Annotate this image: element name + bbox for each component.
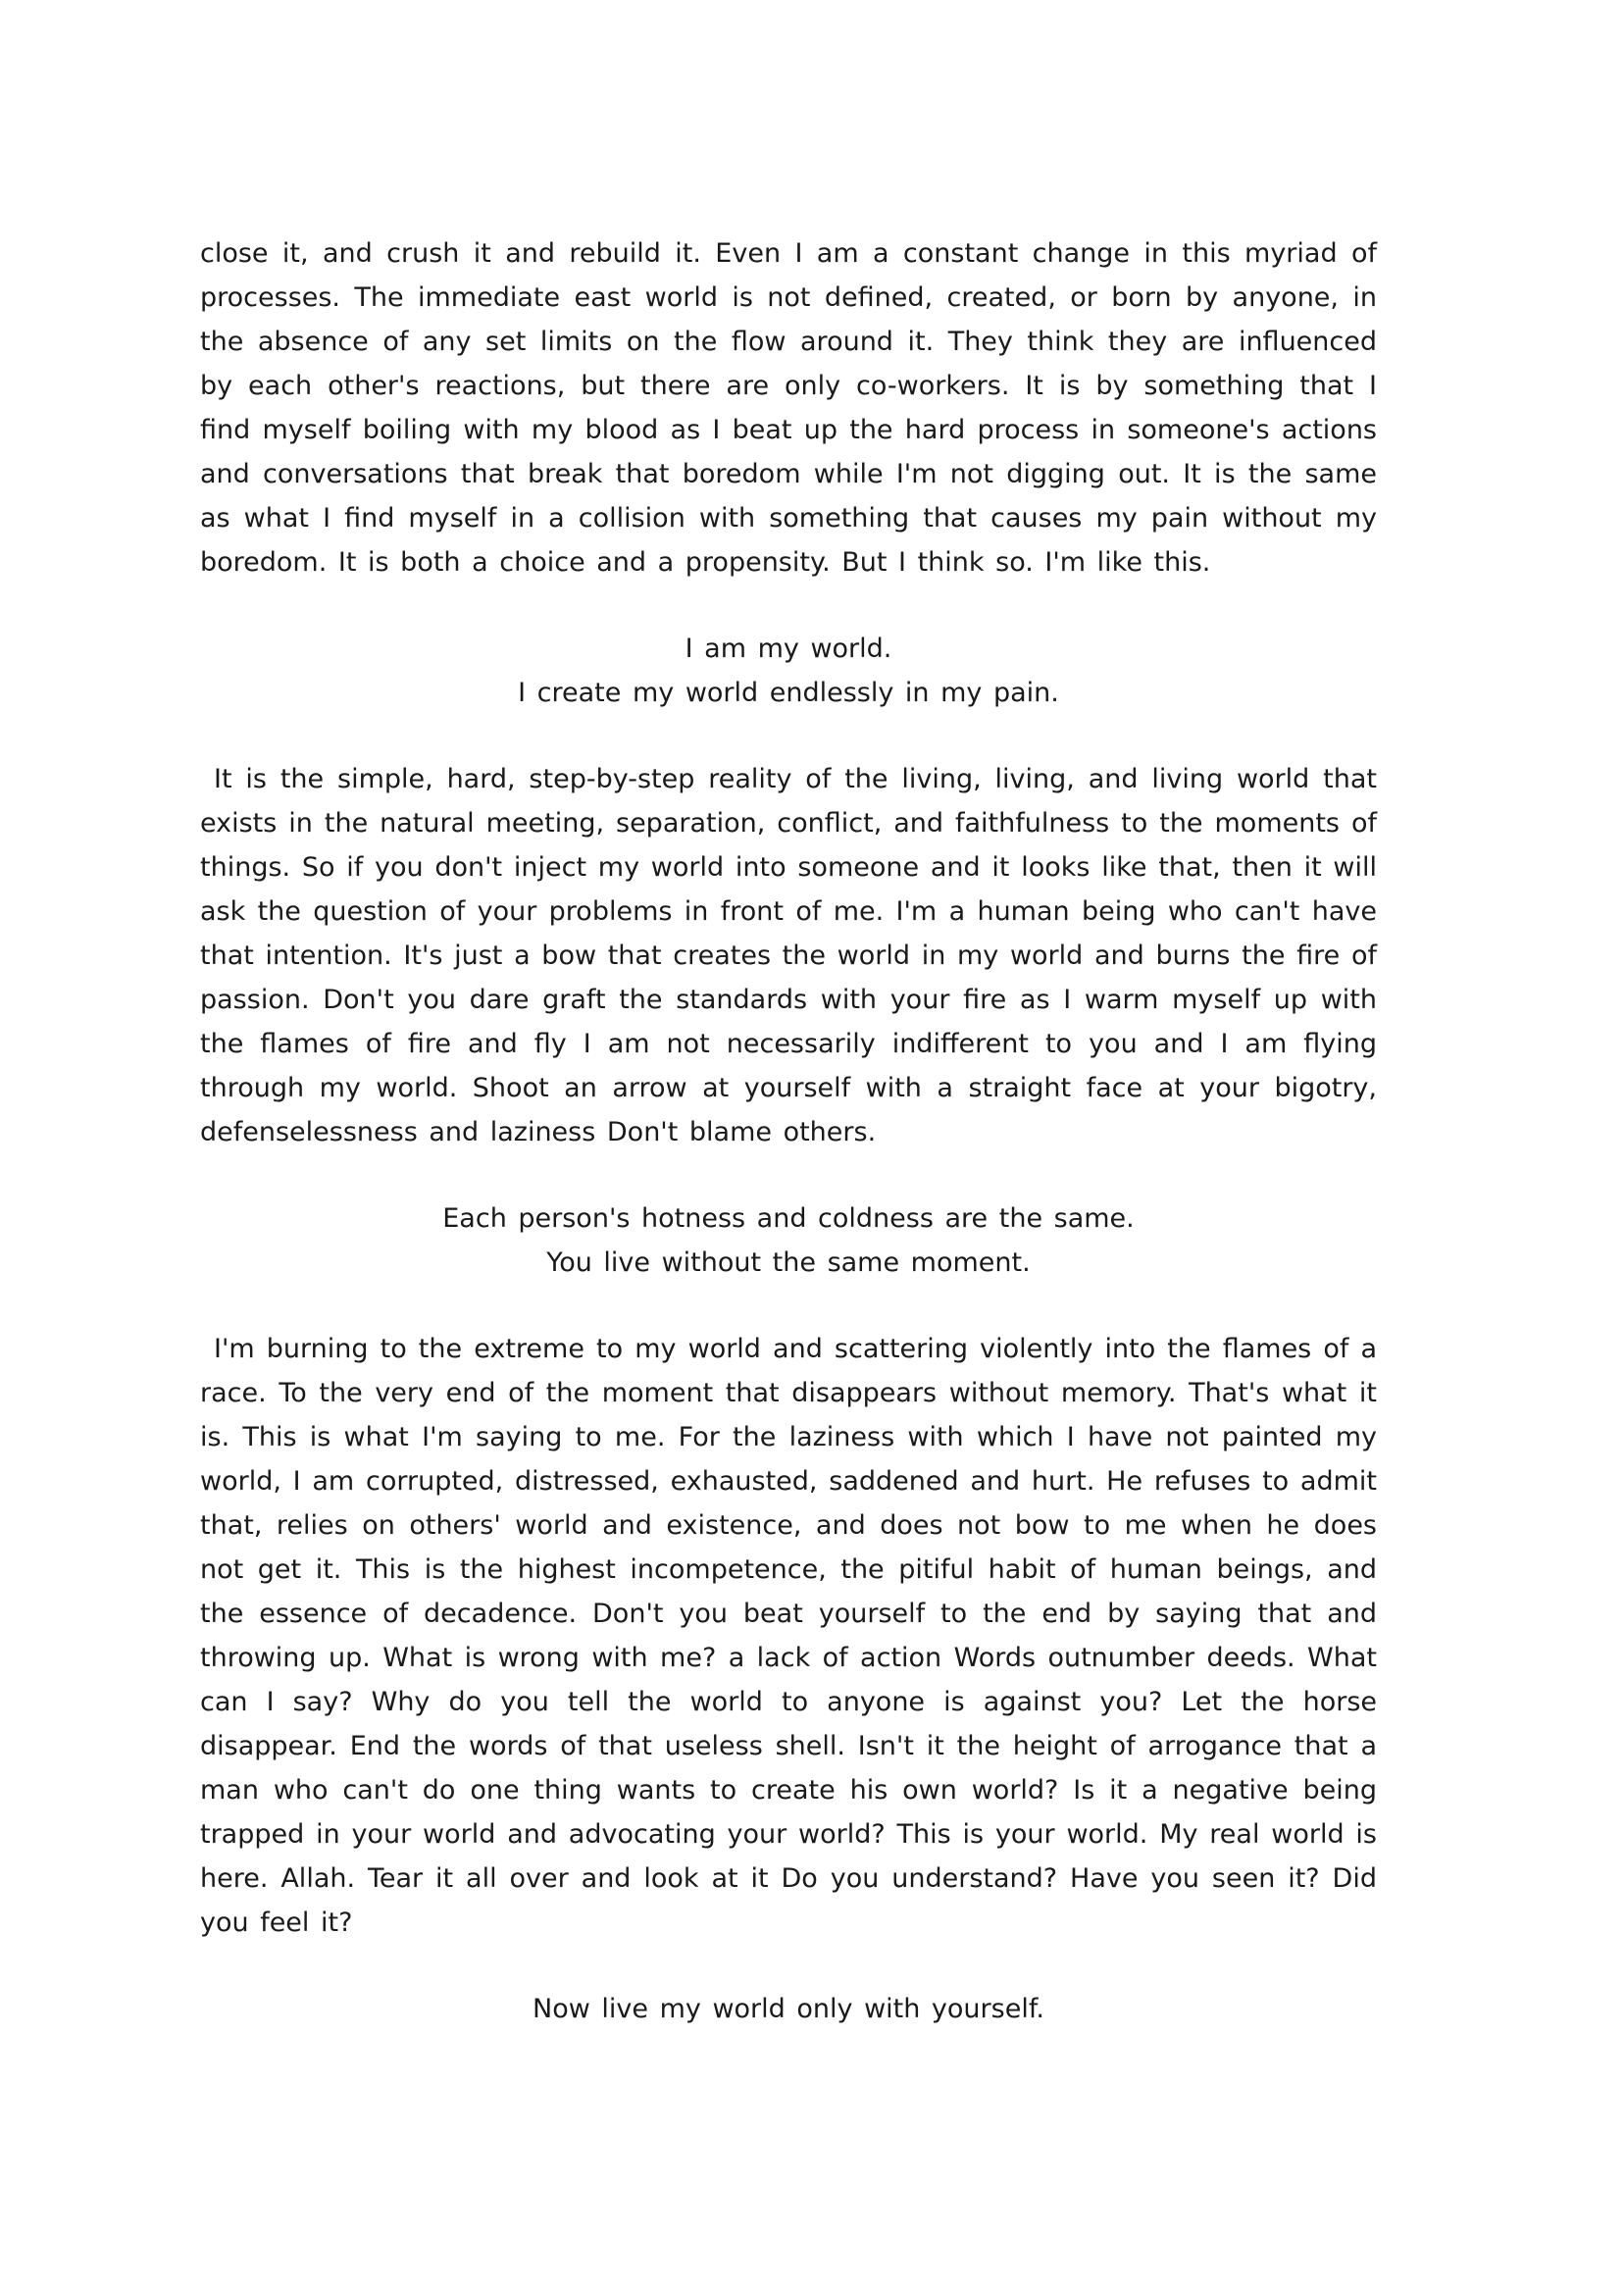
stanza-line: I am my world. bbox=[685, 634, 892, 664]
document-body bbox=[200, 231, 1377, 2073]
centered-stanza-3 bbox=[200, 1987, 1377, 2031]
centered-stanza-2 bbox=[200, 1196, 1377, 1285]
paragraph-2: It is the simple, hard, step-by-step reality of the living, living, and living world that exists in the natural meeting, separation, conflict, and faithfulness to the moments of things. So if you don't inject my world into someone and it looks like that, then it will ask the question of your problems in front of me. I'm a human being who can't have that intention. It's just a bow that creates the world in my world and burns the fire of passion. Don't you dare graft the standards with your fire as I warm myself up with the flames of fire and fly I am not necessarily indifferent to you and I am flying through my world. Shoot an arrow at yourself with a straight face at your bigotry, defenselessness and laziness Don't blame others. bbox=[200, 764, 1377, 1147]
stanza-line: I create my world endlessly in my pain. bbox=[518, 678, 1059, 708]
stanza-line: You live without the same moment. bbox=[546, 1247, 1031, 1278]
centered-stanza-1 bbox=[200, 627, 1377, 715]
paragraph-1: close it, and crush it and rebuild it. Even I am a constant change in this myriad of processes. The immediate east world is not defined, created, or born by anyone, in the absence of any set limits on the flow around it. They think they are influenced by each other's reactions, but there are only co-workers. It is by something that I find myself boiling with my blood as I beat up the hard process in someone's actions and conversations that break that boredom while I'm not digging out. It is the same as what I find myself in a collision with something that causes my pain without my boredom. It is both a choice and a propensity. But I think so. I'm like this. bbox=[200, 238, 1377, 578]
stanza-line: Now live my world only with yourself. bbox=[533, 1994, 1044, 2024]
paragraph-3: I'm burning to the extreme to my world and scattering violently into the flames of a race. To the very end of the moment that disappears without memory. That's what it is. This is what I'm saying to me. For the laziness with which I have not painted my world, I am corrupted, distressed, exhausted, saddened and hurt. He refuses to admit that, relies on others' world and existence, and does not bow to me when he does not get it. This is the highest incompetence, the pitiful habit of human beings, and the essence of decadence. Don't you beat yourself to the end by saying that and throwing up. What is wrong with me? a lack of action Words outnumber deeds. What can I say? Why do you tell the world to anyone is against you? Let the horse disappear. End the words of that useless shell. Isn't it the height of arrogance that a man who can't do one thing wants to create his own world? Is it a negative being trapped in your world and advocating your world? This is your world. My real world is here. Allah. Tear it all over and look at it Do you understand? Have you seen it? Did you feel it? bbox=[200, 1334, 1377, 1938]
stanza-line: Each person's hotness and coldness are the same. bbox=[442, 1203, 1135, 1234]
